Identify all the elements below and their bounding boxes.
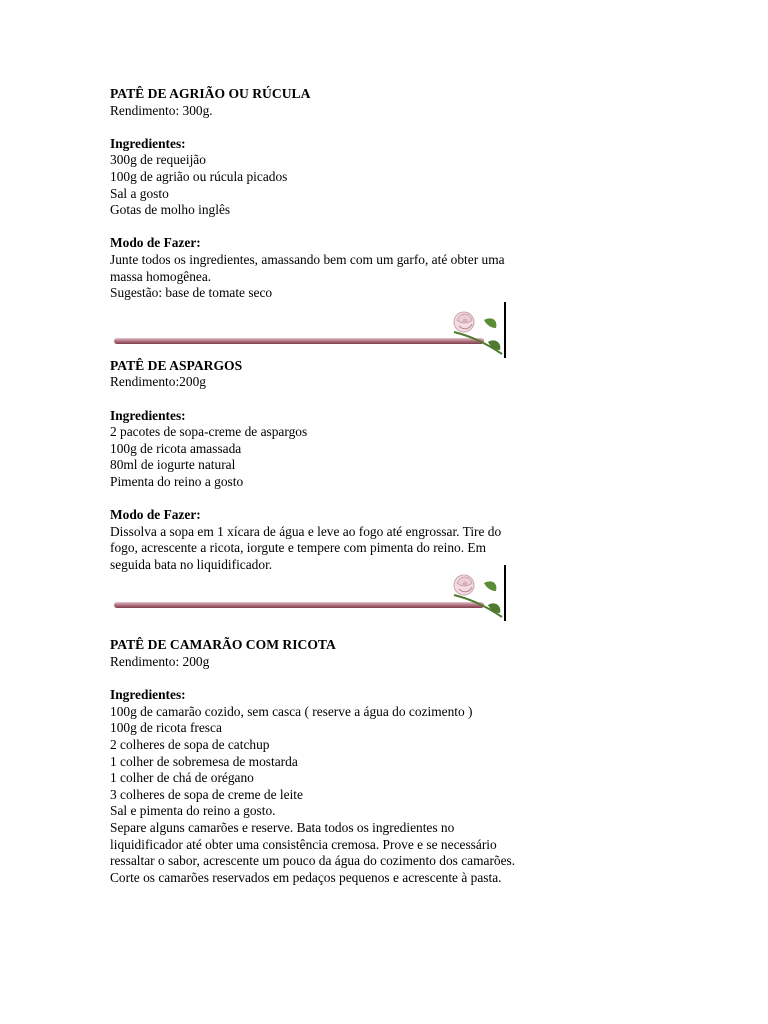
ingredient-line: 300g de requeijão — [110, 152, 206, 168]
ingredient-line: 80ml de iogurte natural — [110, 457, 236, 473]
method-line: Corte os camarões reservados em pedaços pequenos e acrescente à pasta. — [110, 869, 502, 885]
recipe-title: PATÊ DE CAMARÃO COM RICOTA — [110, 637, 336, 653]
recipe-agriao — [110, 86, 630, 302]
rose-divider — [100, 302, 520, 358]
spacer — [110, 490, 630, 507]
method-line: ressaltar o sabor, acrescente um pouco da água do cozimento dos camarões. — [110, 853, 516, 869]
ingredient-line: 2 pacotes de sopa-creme de aspargos — [110, 424, 308, 440]
rose-divider — [100, 573, 520, 637]
method-line: seguida bata no liquidificador. — [110, 556, 273, 572]
recipe-yield: Rendimento: 200g — [110, 654, 210, 670]
method-line: liquidificador até obter uma consistência cremosa. Prove e se necessário — [110, 836, 497, 852]
spacer — [110, 391, 630, 408]
ingredient-line: 2 colheres de sopa de catchup — [110, 737, 270, 752]
ingredient-line: 100g de camarão cozido, sem casca ( reserve a água do cozimento ) — [110, 703, 473, 719]
method-line: Dissolva a sopa em 1 xícara de água e leve ao fogo até engrossar. Tire do — [110, 523, 502, 539]
ingredients-heading: Ingredientes: — [110, 407, 186, 423]
ingredient-line: 100g de agrião ou rúcula picados — [110, 168, 288, 184]
method-line: Sugestão: base de tomate seco — [110, 285, 273, 301]
rose-flower-icon — [444, 565, 506, 621]
recipe-title: PATÊ DE AGRIÃO OU RÚCULA — [110, 86, 311, 101]
recipe-aspargos — [110, 358, 630, 574]
ingredient-line: 1 colher de sobremesa de mostarda — [110, 753, 298, 769]
recipe-title: PATÊ DE ASPARGOS — [110, 357, 243, 373]
ingredients-heading: Ingredientes: — [110, 687, 186, 703]
spacer — [110, 119, 630, 136]
spacer — [110, 671, 630, 688]
recipe-camarao — [110, 637, 630, 886]
ingredient-line: 100g de ricota fresca — [110, 720, 222, 736]
recipe-document — [110, 86, 630, 886]
ingredient-line: Gotas de molho inglês — [110, 202, 231, 218]
recipe-yield: Rendimento:200g — [110, 374, 206, 390]
divider-bar — [114, 338, 484, 344]
method-line: Junte todos os ingredientes, amassando bem com um garfo, até obter uma — [110, 251, 505, 267]
divider-bar — [114, 602, 484, 608]
ingredient-line: Sal e pimenta do reino a gosto. — [110, 803, 276, 819]
method-heading: Modo de Fazer: — [110, 507, 201, 523]
rose-flower-icon — [444, 302, 506, 358]
method-line: massa homogênea. — [110, 268, 212, 284]
spacer — [110, 219, 630, 236]
ingredient-line: 3 colheres de sopa de creme de leite — [110, 786, 303, 802]
ingredient-line: Pimenta do reino a gosto — [110, 473, 244, 489]
ingredients-heading: Ingredientes: — [110, 135, 186, 151]
method-line: Separe alguns camarões e reserve. Bata todos os ingredientes no — [110, 819, 455, 835]
recipe-yield: Rendimento: 300g. — [110, 102, 213, 118]
method-line: fogo, acrescente a ricota, iorgute e tempere com pimenta do reino. Em — [110, 540, 487, 556]
method-heading: Modo de Fazer: — [110, 235, 201, 251]
ingredient-line: 1 colher de chá de orégano — [110, 770, 254, 786]
ingredient-line: Sal a gosto — [110, 185, 169, 201]
ingredient-line: 100g de ricota amassada — [110, 440, 242, 456]
